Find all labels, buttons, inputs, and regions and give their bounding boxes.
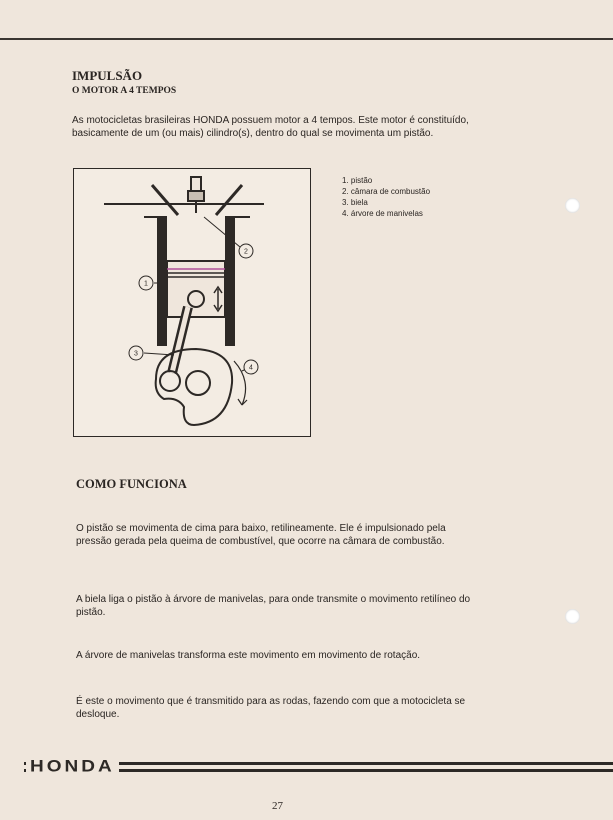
section-title: COMO FUNCIONA xyxy=(76,477,187,491)
legend-item-crankshaft: 4. árvore de manivelas xyxy=(342,209,423,218)
exhaust-valve xyxy=(216,185,242,215)
page-title: IMPULSÃO xyxy=(72,68,143,83)
diagram-legend xyxy=(342,175,430,219)
engine-diagram-svg xyxy=(74,169,310,436)
crank-pin xyxy=(160,371,180,391)
spark-plug-nut xyxy=(188,191,204,201)
callout-3: 3 xyxy=(134,350,138,358)
binder-hole-top xyxy=(565,198,580,213)
legend-item-piston: 1. pistão xyxy=(342,176,373,185)
brand-logo: HONDA xyxy=(26,758,119,777)
paragraph-connecting-rod: A biela liga o pistão à árvore de manivelas, para onde transmite o movimento retilíneo do pistão. xyxy=(76,594,471,618)
callout-1: 1 xyxy=(144,280,148,288)
crankshaft xyxy=(156,349,232,425)
callout-2: 2 xyxy=(244,248,248,256)
paragraph-crankshaft: A árvore de manivelas transforma este movimento em movimento de rotação. xyxy=(76,650,421,661)
callout-4: 4 xyxy=(249,364,253,372)
legend-item-combustion-chamber: 2. câmara de combustão xyxy=(342,187,431,196)
intake-valve xyxy=(152,185,178,215)
cylinder-wall-left xyxy=(158,217,166,345)
paragraph-wheels: É este o movimento que é transmitido para as rodas, fazendo com que a motocicleta se desloque. xyxy=(76,696,466,720)
engine-diagram xyxy=(73,168,311,437)
page-number: 27 xyxy=(272,800,283,812)
crankshaft-journal xyxy=(186,371,210,395)
top-rule xyxy=(0,38,613,40)
legend-item-connecting-rod: 3. biela xyxy=(342,198,368,207)
binder-hole-bottom xyxy=(565,609,580,624)
paragraph-piston: O pistão se movimenta de cima para baixo, retilineamente. Ele é impulsionado pela pressão gerada pela queima de combustível, que ocorre na câmara de combustão. xyxy=(76,523,446,547)
page-subtitle: O MOTOR A 4 TEMPOS xyxy=(72,86,177,96)
intro-paragraph: As motocicletas brasileiras HONDA possuem motor a 4 tempos. Este motor é constituído, basicamente de um (ou mais) cilindro(s), dentro do qual se movimenta um pistão. xyxy=(72,115,469,139)
spark-plug-body xyxy=(191,177,201,191)
